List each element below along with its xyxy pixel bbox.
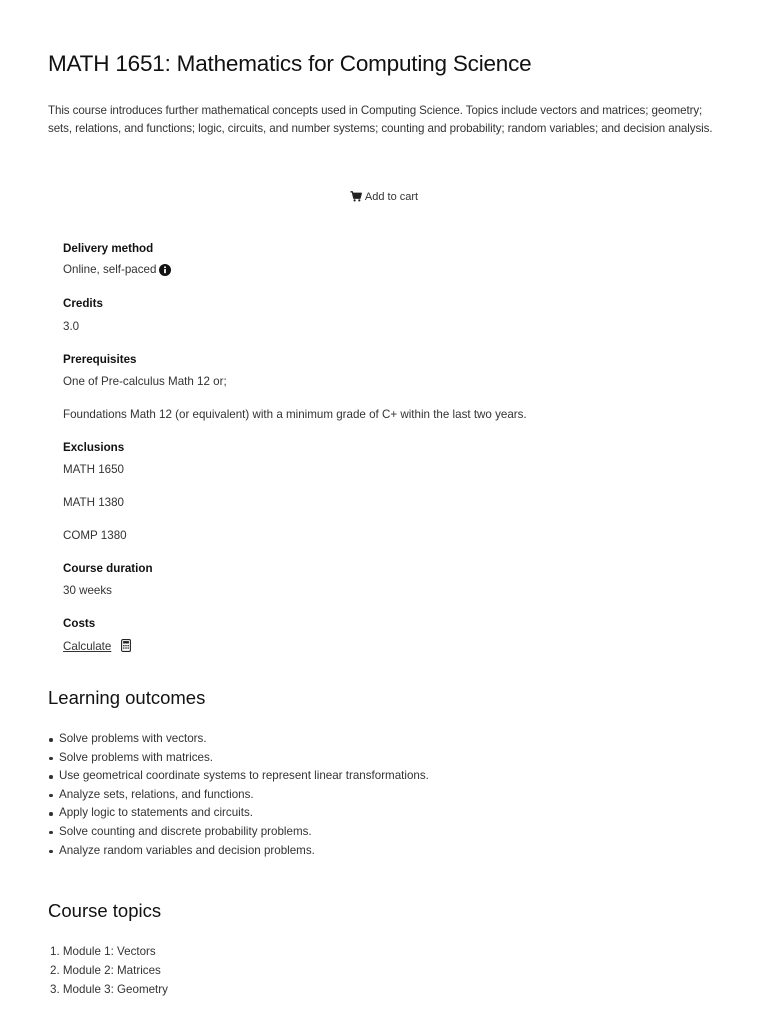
delivery-method-value: [63, 263, 720, 277]
delivery-method-text: Online, self-paced: [63, 263, 157, 276]
exclusion-item: COMP 1380: [63, 529, 127, 542]
outcome-item: Solve problems with vectors.: [48, 730, 720, 749]
cart-icon: [350, 191, 362, 202]
info-icon[interactable]: [159, 264, 171, 276]
learning-outcomes-heading: Learning outcomes: [48, 687, 206, 708]
prerequisite-item: Foundations Math 12 (or equivalent) with a minimum grade of C+ within the last two years.: [63, 408, 527, 421]
outcome-item: Apply logic to statements and circuits.: [48, 804, 720, 823]
exclusions-group: [63, 441, 720, 543]
credits-label: Credits: [63, 297, 103, 310]
prerequisite-item: One of Pre-calculus Math 12 or;: [63, 375, 227, 388]
outcome-item: Solve problems with matrices.: [48, 749, 720, 768]
calculate-link[interactable]: Calculate: [63, 640, 112, 653]
course-details: [48, 242, 720, 656]
outcome-item: Use geometrical coordinate systems to represent linear transformations.: [48, 767, 720, 786]
add-to-cart-label: Add to cart: [364, 190, 419, 203]
calculator-icon: [121, 639, 131, 656]
prerequisites-group: [63, 353, 720, 422]
course-duration-label: Course duration: [63, 562, 153, 575]
topic-item: 2. Module 2: Matrices: [50, 964, 161, 978]
costs-value: [63, 639, 720, 656]
delivery-method-group: [63, 242, 720, 277]
prerequisites-label: Prerequisites: [63, 353, 137, 366]
costs-label: Costs: [63, 617, 96, 630]
costs-group: [63, 617, 720, 656]
page-title: MATH 1651: Mathematics for Computing Science: [48, 51, 532, 76]
cart-row: [48, 189, 720, 205]
delivery-method-label: Delivery method: [63, 242, 154, 255]
outcome-item: Analyze random variables and decision problems.: [48, 842, 720, 861]
course-duration-group: [63, 562, 720, 598]
exclusion-item: MATH 1650: [63, 463, 124, 476]
credits-group: [63, 297, 720, 334]
course-topics-heading: Course topics: [48, 900, 162, 922]
add-to-cart-button[interactable]: [350, 191, 418, 203]
credits-value: 3.0: [63, 320, 80, 333]
outcome-item: Analyze sets, relations, and functions.: [48, 786, 720, 805]
course-description: This course introduces further mathematical concepts used in Computing Science. Topics include vectors and matrices; geometry; sets, relations, and functions; logic, circuits, and number systems; counting and probability; random variables; and decision analysis.: [48, 104, 713, 135]
exclusion-item: MATH 1380: [63, 496, 124, 509]
course-duration-value: 30 weeks: [63, 584, 112, 597]
exclusions-label: Exclusions: [63, 441, 125, 454]
course-topics-list: [48, 942, 720, 999]
learning-outcomes-list: [48, 730, 720, 860]
topic-item: 3. Module 3: Geometry: [50, 983, 168, 997]
topic-item: 1. Module 1: Vectors: [50, 945, 156, 959]
outcome-item: Solve counting and discrete probability problems.: [48, 823, 720, 842]
